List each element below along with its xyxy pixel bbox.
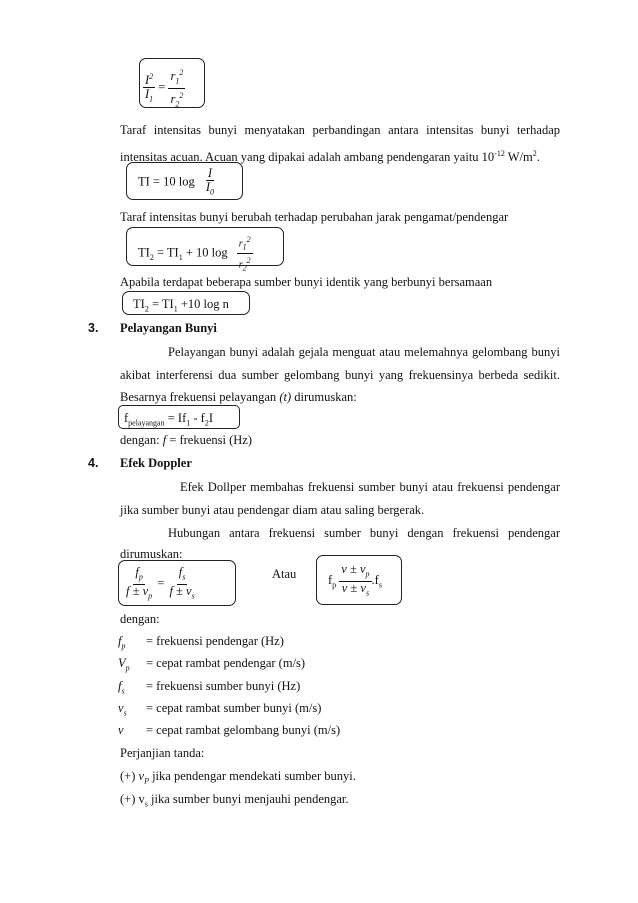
paragraph-apabila: Apabila terdapat beberapa sumber bunyi identik yang berbunyi bersamaan [120,275,493,289]
doppler-formula-right: $f_p$ $\frac{v \pm v_p}{v \pm v_s}$ $.f_s$ [328,562,382,597]
definition-v: v = cepat rambat gelombang bunyi (m/s) [118,723,341,737]
definition-fs: $f_s$ = frekuensi sumber bunyi (Hz) [118,679,301,696]
paragraph-taraf-jarak: Taraf intensitas bunyi berubah terhadap perubahan jarak pengamat/pendengar [120,210,509,224]
perjanjian-tanda: Perjanjian tanda: [120,746,205,760]
section3-title: Pelayangan Bunyi [120,321,217,335]
section3-number: 3. [88,321,99,335]
section4-line1: Efek Dollper membahas frekuensi sumber bunyi atau frekuensi pendengar [180,480,560,494]
section3-line3: Besarnya frekuensi pelayangan (t) dirumuskan: [120,390,357,404]
section4-line3: Hubungan antara frekuensi sumber bunyi dengan frekuensi pendengar [168,526,560,540]
section3-dengan: dengan: f = frekuensi (Hz) [120,433,253,447]
section4-line2: jika sumber bunyi atau pendengar diam atau saling bergerak. [120,503,425,517]
section4-number: 4. [88,456,99,470]
paragraph-taraf-line1: Taraf intensitas bunyi menyatakan perbandingan antara intensitas bunyi terhadap [120,123,560,137]
sign-rule-2: (+) $v_s$ jika sumber bunyi menjauhi pendengar. [120,792,349,809]
beat-formula: $f_{pelayangan} = If_1 - f_2I$ [124,411,213,428]
definition-vp: $V_p$ = cepat rambat pendengar (m/s) [118,656,306,673]
intensity-ratio-formula: $\frac{I^2}{I_1}$ = $\frac{r_1^2}{r_2^2}$ [145,68,184,109]
section3-line2: akibat interferensi dua sumber gelombang bunyi yang frekuensinya berbeda sedikit. [120,368,560,382]
section3-line1: Pelayangan bunyi adalah gejala menguat atau melemahnya gelombang bunyi [168,345,560,359]
definition-vs: $v_s$ = cepat rambat sumber bunyi (m/s) [118,701,322,718]
doppler-formula-left: $\frac{f_p}{f \pm v_p}$ = $\frac{f_s}{f \pm v_s}$ [126,565,195,600]
section4-title: Efek Doppler [120,456,192,470]
sign-rule-1: (+) $v_P$ jika pendengar mendekati sumber bunyi. [120,769,356,786]
atau-label: Atau [272,567,297,581]
section4-line4: dirumuskan: [120,547,183,561]
paragraph-taraf-line2: intensitas acuan. Acuan yang dipakai adalah ambang pendengaran yaitu $10^{-12}$ $W/m^2$. [120,149,540,165]
ti-formula: TI = 10 log $\frac{I}{I_0}$ [138,166,214,197]
section4-dengan: dengan: [120,612,160,626]
ti2-formula: $TI_2 = TI_1 + 10$ log $\frac{r_1^2}{r_2^2}$ [138,235,251,273]
tin-formula: $TI_2 = TI_1 +10$ log n [133,297,229,314]
definition-fp: $f_p$ = frekuensi pendengar (Hz) [118,634,284,651]
